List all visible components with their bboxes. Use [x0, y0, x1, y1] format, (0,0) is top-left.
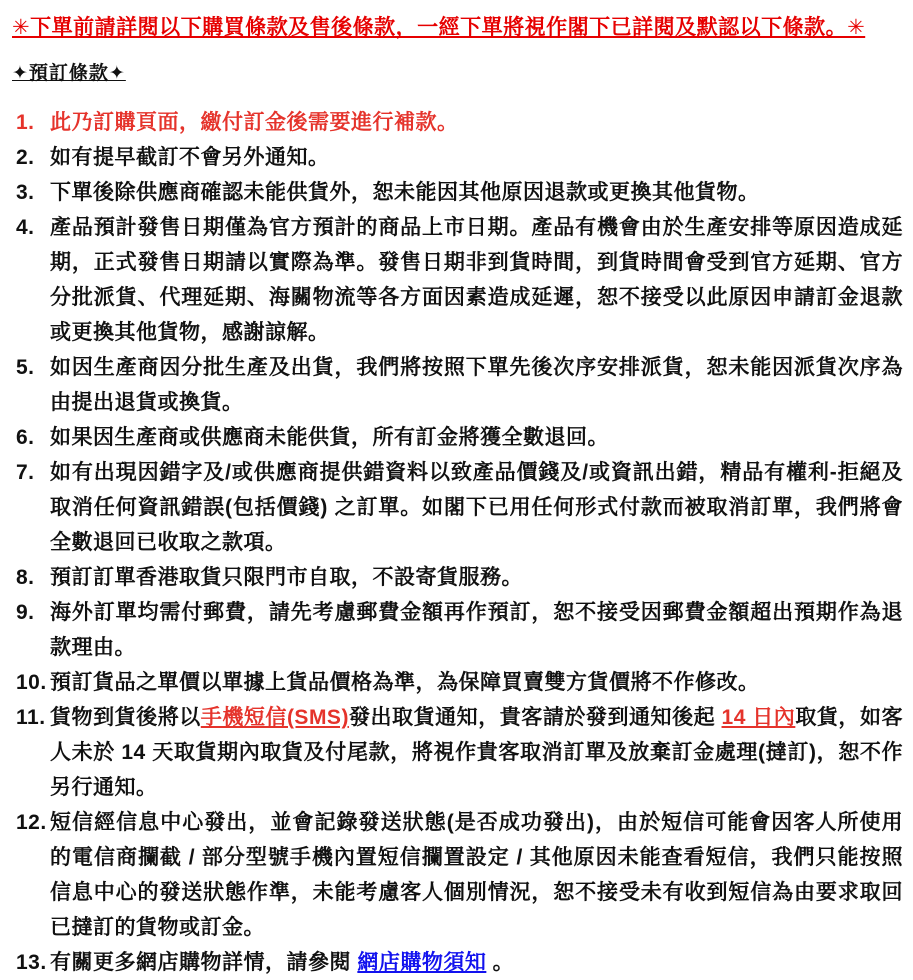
page-title: ✳下單前請詳閱以下購買條款及售後條款，一經下單將視作閣下已詳閱及默認以下條款。✳ [12, 16, 866, 39]
term-text: 短信經信息中心發出，並會記錄發送狀態(是否成功發出)，由於短信可能會因客人所使用的電信商攔截 / 部分型號手機內置短信攔置設定 / 其他原因未能查看短信，我們只能按照信息中心的發送狀態作準，未能考慮客人個別情況，恕不接受未有收到短信為由要求取回已撻訂的貨物或訂金。 [50, 811, 903, 939]
term-number: 10. [16, 671, 47, 694]
term-text: 預訂貨品之單價以單據上貨品價格為準，為保障買賣雙方貨價將不作修改。 [50, 671, 760, 694]
term-number: 4. [16, 216, 35, 239]
term-item-13 [10, 945, 903, 980]
sms-notice-emphasis: 手機短信(SMS) [200, 706, 349, 729]
term-number: 7. [16, 461, 35, 484]
term-text: 下單後除供應商確認未能供貨外，恕未能因其他原因退款或更換其他貨物。 [50, 181, 760, 204]
term-text-segment: 發出取貨通知，貴客請於發到通知後起 [348, 706, 722, 729]
term-item-4 [10, 210, 903, 350]
section-heading-preorder-terms: ✦預訂條款✦ [12, 63, 126, 84]
term-text: 如有提早截訂不會另外通知。 [50, 146, 330, 169]
term-number: 2. [16, 146, 35, 169]
term-text-segment: 取貨，如客人未於 14 天取貨期內取貨及付尾款，將視作貴客取消訂單及放棄訂金處理(撻訂)，恕不作另行通知。 [50, 706, 904, 799]
term-number: 6. [16, 426, 35, 449]
term-item-6 [10, 420, 903, 455]
term-text: 預訂訂單香港取貨只限門市自取，不設寄貨服務。 [50, 566, 523, 589]
term-item-8 [10, 560, 903, 595]
term-text-segment: 。 [486, 951, 515, 974]
term-item-7 [10, 455, 903, 560]
term-text: 產品預計發售日期僅為官方預計的商品上市日期。產品有機會由於生產安排等原因造成延期，正式發售日期請以實際為準。發售日期非到貨時間，到貨時間會受到官方延期、官方分批派貨、代理延期、海關物流等各方面因素造成延遲，恕不接受以此原因申請訂金退款或更換其他貨物，感謝諒解。 [50, 216, 903, 344]
term-item-10 [10, 665, 903, 700]
term-text: 海外訂單均需付郵費，請先考慮郵費金額再作預訂，恕不接受因郵費金額超出預期作為退款理由。 [50, 601, 903, 659]
term-text: 如果因生產商或供應商未能供貨，所有訂金將獲全數退回。 [50, 426, 609, 449]
term-text: 如因生產商因分批生產及出貨，我們將按照下單先後次序安排派貨，恕未能因派貨次序為由提出退貨或換貨。 [50, 356, 903, 414]
pickup-deadline-emphasis: 14 日內 [721, 706, 796, 729]
term-number: 3. [16, 181, 35, 204]
term-item-5 [10, 350, 903, 420]
term-text [50, 951, 514, 974]
term-item-12 [10, 805, 903, 945]
term-number: 8. [16, 566, 35, 589]
term-item-11 [10, 700, 903, 805]
terms-list [10, 105, 903, 980]
term-number: 13. [16, 951, 47, 974]
term-item-3 [10, 175, 903, 210]
term-item-9 [10, 595, 903, 665]
term-item-1 [10, 105, 903, 140]
term-number: 5. [16, 356, 35, 379]
term-item-2 [10, 140, 903, 175]
term-text-segment: 貨物到貨後將以 [50, 706, 201, 729]
term-number: 11. [16, 706, 46, 729]
term-text: 此乃訂購頁面，繳付訂金後需要進行補款。 [50, 111, 459, 134]
term-text: 如有出現因錯字及/或供應商提供錯資料以致產品價錢及/或資訊出錯，精品有權利-拒絕及取消任何資訊錯誤(包括價錢) 之訂單。如閣下已用任何形式付款而被取消訂單，我們將會全數退回已收取之款項。 [50, 461, 903, 554]
term-number: 1. [16, 111, 35, 134]
term-number: 12. [16, 811, 47, 834]
term-text [50, 706, 903, 799]
term-text-segment: 有關更多網店購物詳情，請參閱 [50, 951, 358, 974]
term-number: 9. [16, 601, 35, 624]
shop-guide-link[interactable]: 網店購物須知 [357, 951, 487, 974]
